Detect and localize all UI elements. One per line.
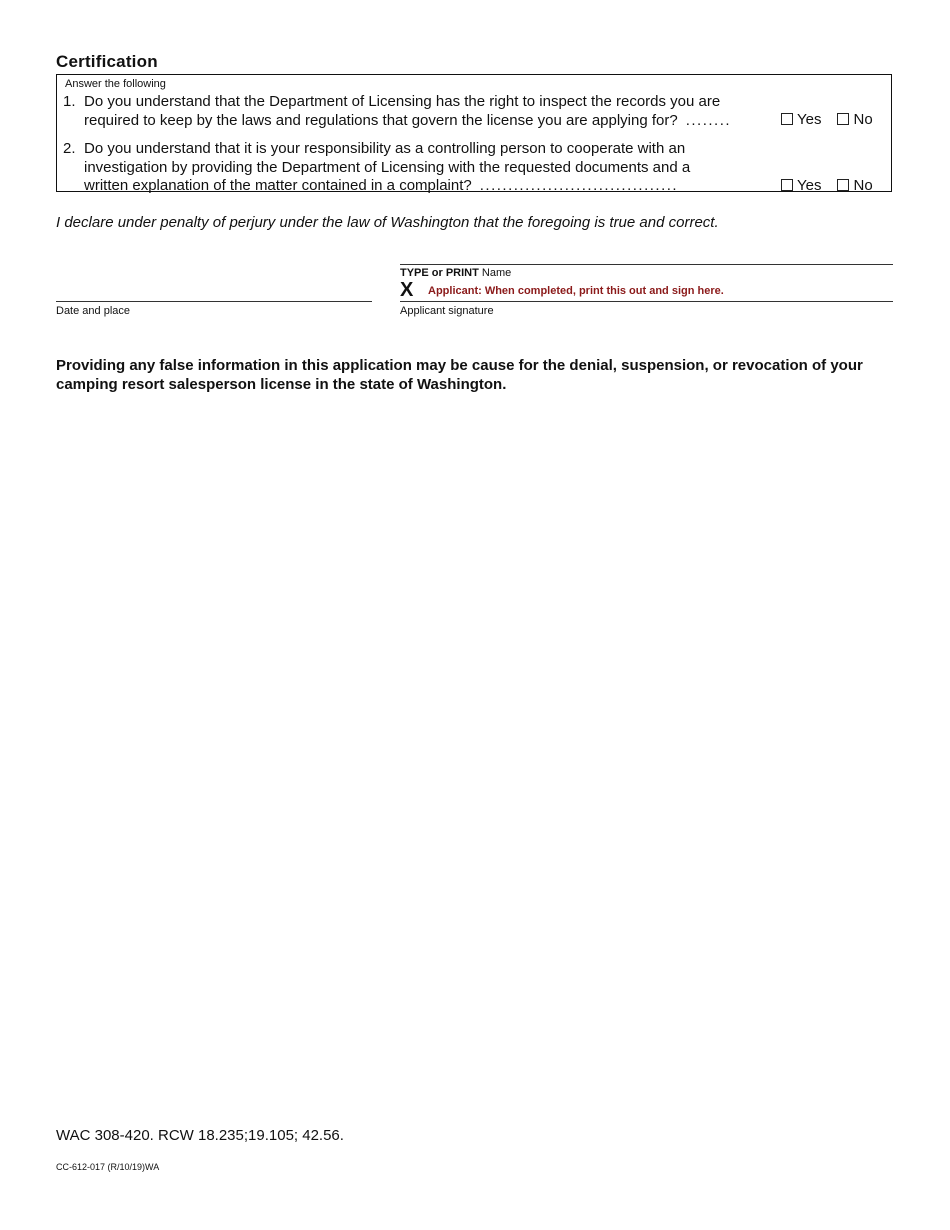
question-2-no-label: No <box>853 177 873 194</box>
question-2-no-checkbox[interactable] <box>837 179 849 191</box>
question-2-leader: ................................... <box>479 177 679 194</box>
question-2-line-3-wrap <box>84 177 678 196</box>
false-information-warning: Providing any false information in this application may be cause for the denial, suspension, or revocation of your camping resort salesperson license in the state of Washington. <box>56 357 863 393</box>
question-1-yes-label: Yes <box>797 111 822 128</box>
question-1-no-checkbox[interactable] <box>837 113 849 125</box>
question-1-answers <box>781 111 873 128</box>
signature-hint: Applicant: When completed, print this out and sign here. <box>428 285 724 297</box>
question-2-number: 2. <box>63 140 76 157</box>
date-place-label: Date and place <box>56 305 130 317</box>
question-1-yes-option[interactable] <box>781 111 821 128</box>
question-1-number: 1. <box>63 93 76 110</box>
question-1-no-label: No <box>853 111 873 128</box>
form-id: CC-612-017 (R/10/19)WA <box>56 1162 160 1172</box>
signature-field-line[interactable] <box>400 301 893 302</box>
question-2-answers <box>781 177 873 194</box>
question-2-line-1: Do you understand that it is your responsibility as a controlling person to cooperate with an <box>84 140 686 157</box>
question-2-yes-label: Yes <box>797 177 822 194</box>
certification-instruction: Answer the following <box>65 78 166 90</box>
section-title: Certification <box>56 52 158 71</box>
name-label-rest: Name <box>478 267 512 279</box>
question-2-no-option[interactable] <box>837 177 872 194</box>
question-1-line-2-wrap <box>84 112 731 131</box>
signature-label: Applicant signature <box>400 305 494 317</box>
question-2-line-3: written explanation of the matter contained in a complaint? <box>84 177 472 194</box>
question-1-leader: ........ <box>685 111 732 129</box>
question-1-line-2: required to keep by the laws and regulations that govern the license you are applying for? <box>84 111 678 129</box>
certification-box <box>56 74 892 192</box>
question-1-yes-checkbox[interactable] <box>781 113 793 125</box>
question-2-yes-option[interactable] <box>781 177 821 194</box>
perjury-declaration: I declare under penalty of perjury under the law of Washington that the foregoing is true and correct. <box>56 214 719 231</box>
legal-citation: WAC 308-420. RCW 18.235;19.105; 42.56. <box>56 1127 344 1144</box>
date-place-field-line[interactable] <box>56 301 372 302</box>
name-label-bold: TYPE or PRINT <box>400 267 479 279</box>
question-2-yes-checkbox[interactable] <box>781 179 793 191</box>
name-field-line[interactable] <box>400 264 893 265</box>
question-1-no-option[interactable] <box>837 111 872 128</box>
question-1-line-1: Do you understand that the Department of Licensing has the right to inspect the records you are <box>84 93 721 110</box>
signature-x-mark: X <box>400 279 414 301</box>
name-field-label <box>400 267 511 279</box>
question-2-line-2: investigation by providing the Department of Licensing with the requested documents and a <box>84 158 691 176</box>
